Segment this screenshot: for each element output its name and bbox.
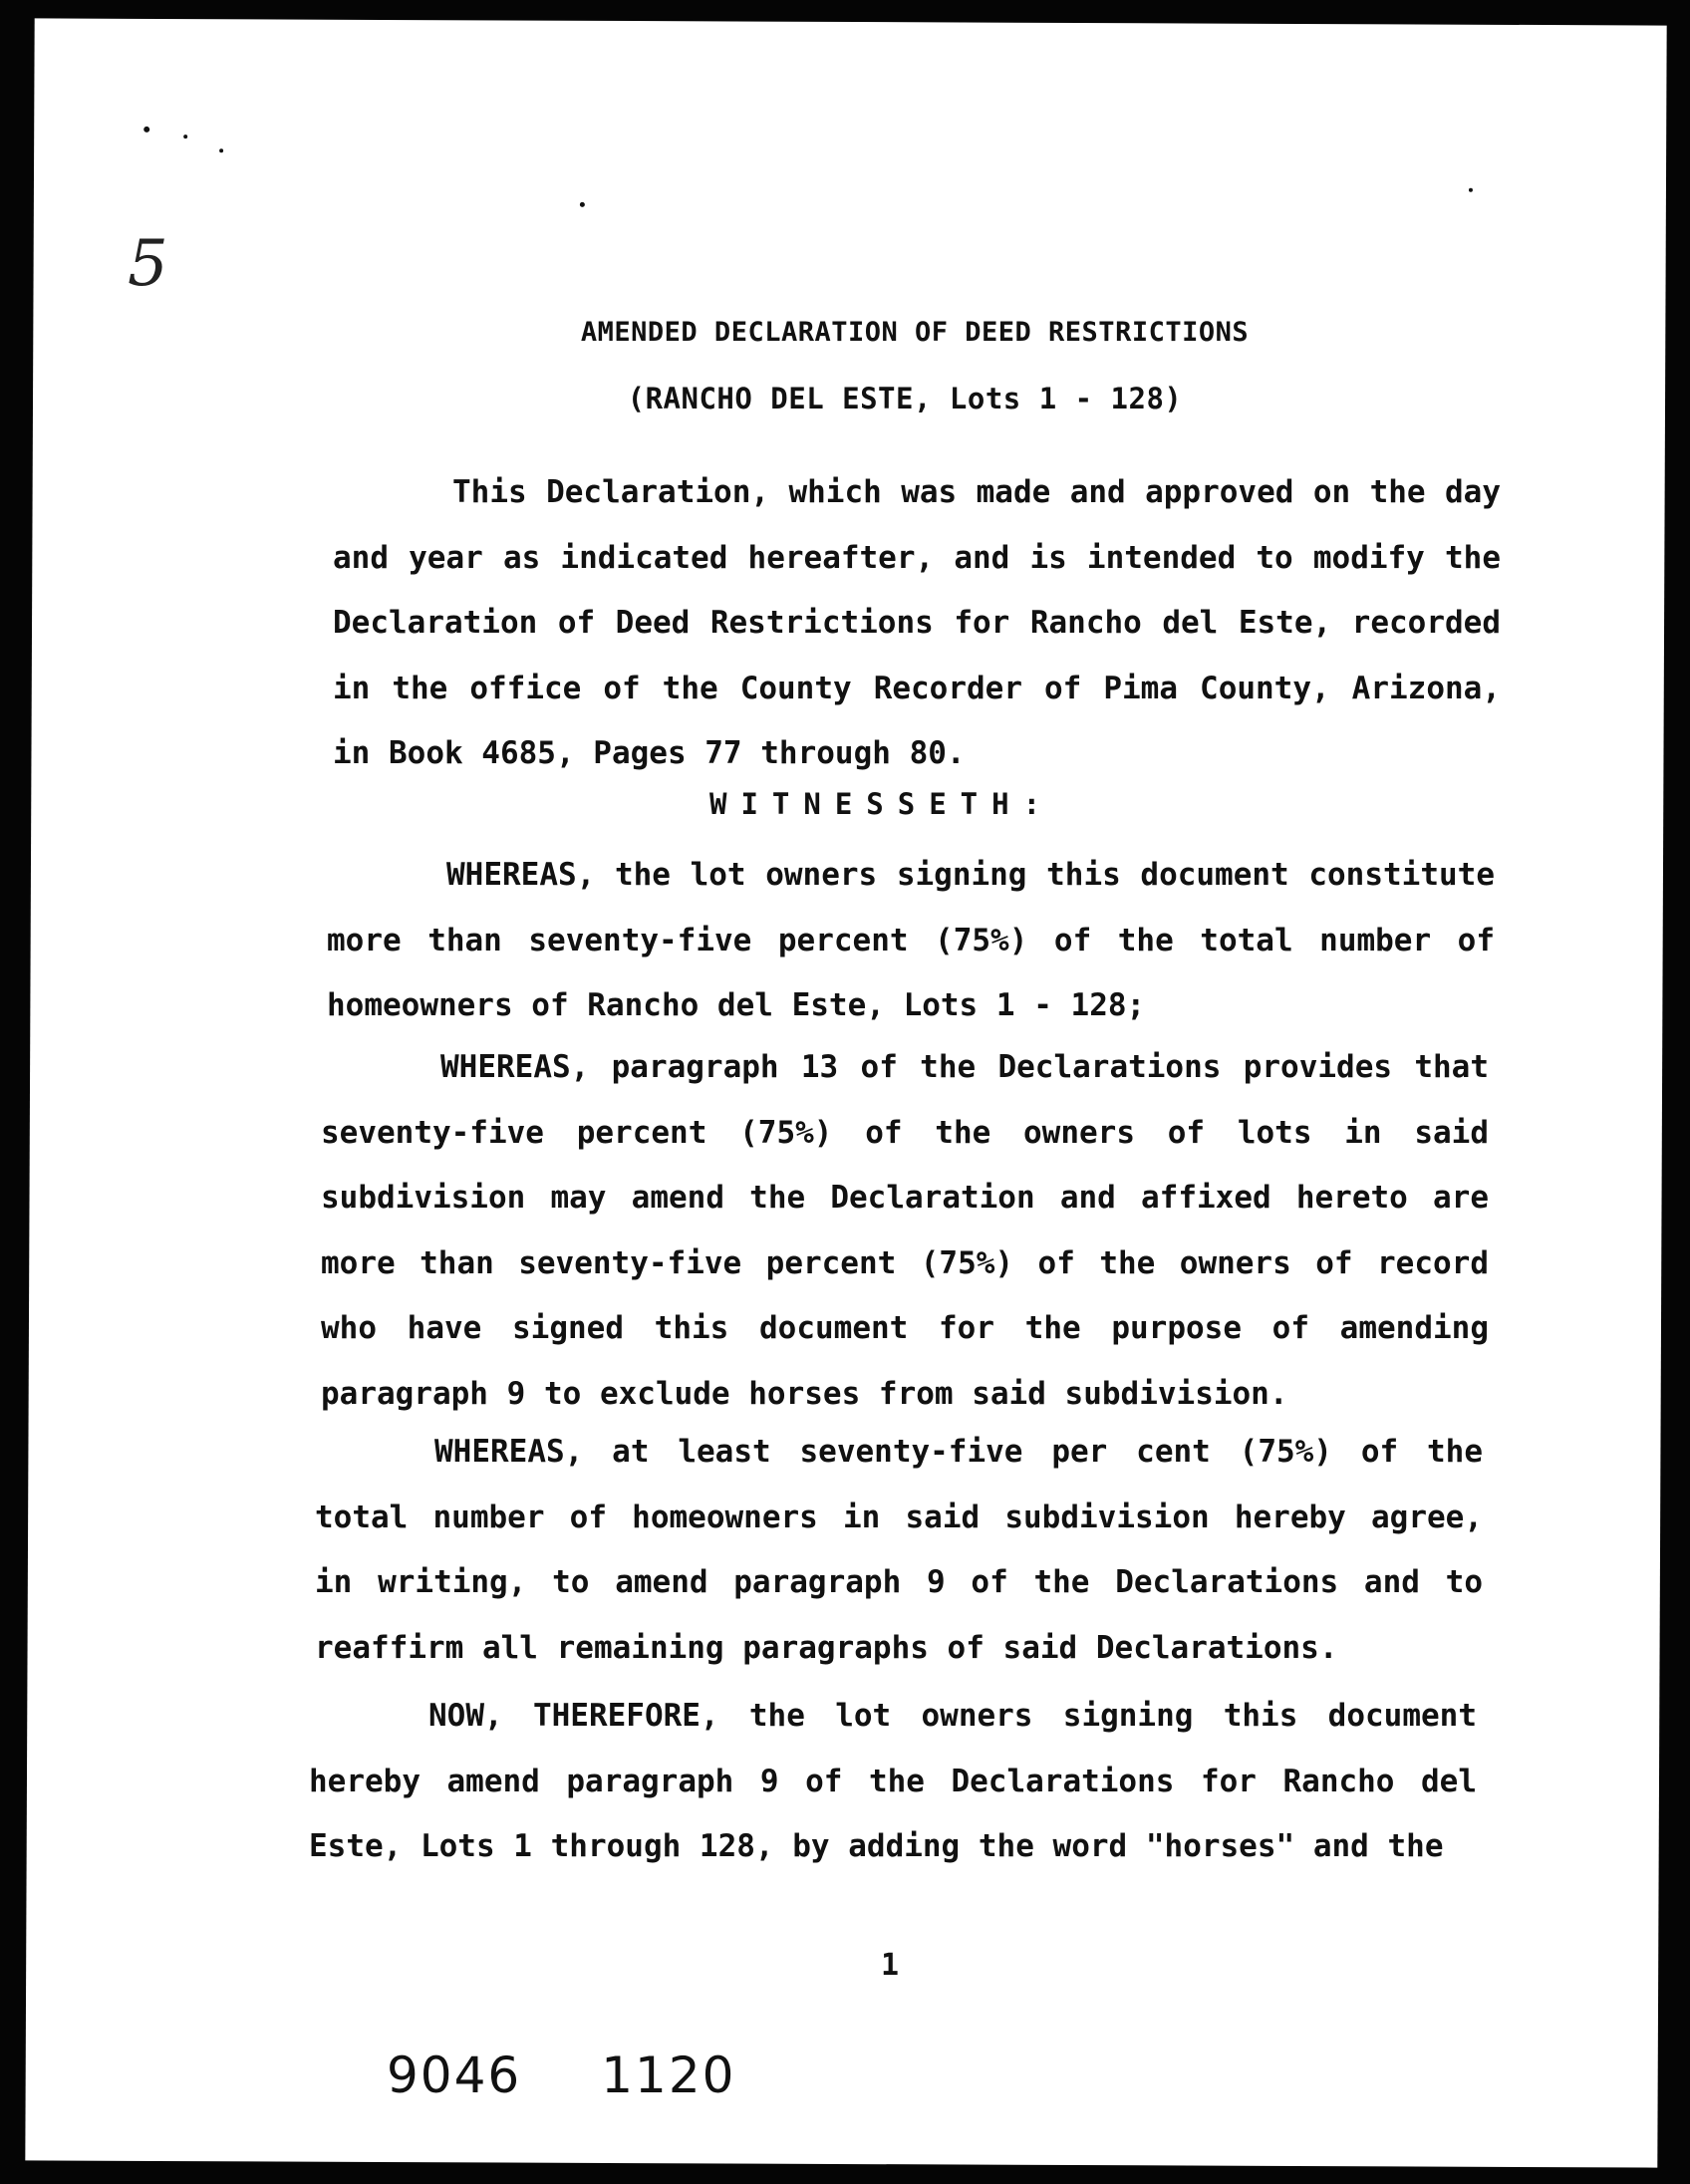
whereas-paragraph-1: WHEREAS, the lot owners signing this document constitute more than seventy-five percent (75%) of the total number of homeowners of Rancho del Este, Lots 1 - 128; — [327, 857, 1495, 1023]
witnesseth-heading: WITNESSETH: — [709, 787, 1055, 821]
whereas-paragraph-2: WHEREAS, paragraph 13 of the Declarations provides that seventy-five percent (75%) of the owners of lots in said subdivision may amend the Declaration and affixed hereto are more than seventy-five percent (75%) of the owners of record who have signed this document for the purpose of amending paragraph 9 to exclude horses from said subdivision. — [321, 1049, 1489, 1412]
now-therefore-paragraph: NOW, THEREFORE, the lot owners signing this document hereby amend paragraph 9 of the Declarations for Rancho del Este, Lots 1 through 128, by adding the word "horses" and the — [309, 1698, 1477, 1864]
scan-speck — [1469, 188, 1473, 192]
scan-speck — [580, 202, 585, 207]
recording-page-number: 1120 — [601, 2047, 736, 2104]
declaration-paragraph: This Declaration, which was made and approved on the day and year as indicated hereafter, and is intended to modify the Declaration of Deed Restrictions for Rancho del Este, recorded in the office of the County Recorder of Pima County, Arizona, in Book 4685, Pages 77 through 80. — [333, 474, 1501, 771]
page-number: 1 — [881, 1948, 900, 1983]
recording-book-number: 9046 — [387, 2047, 522, 2104]
document-subtitle: (RANCHO DEL ESTE, Lots 1 - 128) — [627, 382, 1183, 415]
recording-stamp — [387, 2047, 736, 2104]
scan-speck — [143, 127, 149, 133]
handwritten-mark: 5 — [128, 227, 168, 301]
scan-speck — [219, 148, 223, 152]
whereas-paragraph-3: WHEREAS, at least seventy-five per cent (75%) of the total number of homeowners in said subdivision hereby agree, in writing, to amend paragraph 9 of the Declarations and to reaffirm all remaining paragraphs of said Declarations. — [315, 1434, 1483, 1666]
document-title: AMENDED DECLARATION OF DEED RESTRICTIONS — [580, 317, 1250, 348]
scan-speck — [183, 135, 187, 138]
